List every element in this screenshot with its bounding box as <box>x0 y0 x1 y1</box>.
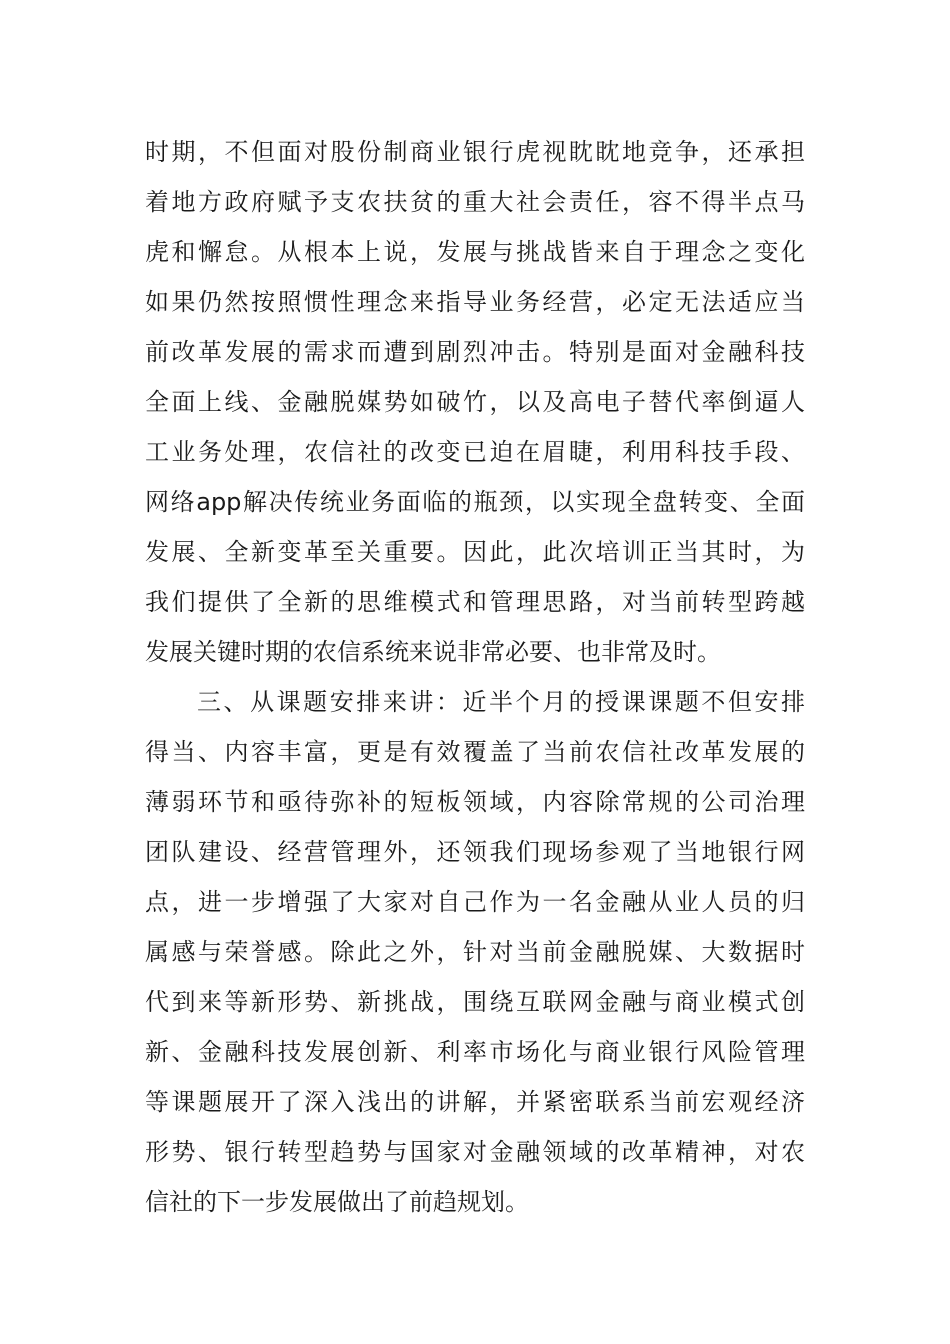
paragraph-line: 时期，不但面对股份制商业银行虎视眈眈地竞争，还承担 <box>145 138 805 166</box>
paragraph-line: 信社的下一步发展做出了前趋规划。 <box>145 1188 529 1216</box>
paragraph-line: 前改革发展的需求而遭到剧烈冲击。特别是面对金融科技 <box>145 338 805 366</box>
paragraph-line: 虎和懈怠。从根本上说，发展与挑战皆来自于理念之变化 <box>145 238 805 266</box>
paragraph-line: 等课题展开了深入浅出的讲解，并紧密联系当前宏观经济 <box>145 1088 805 1116</box>
paragraph-line: 着地方政府赋予支农扶贫的重大社会责任，容不得半点马 <box>145 188 805 216</box>
paragraph-line: 如果仍然按照惯性理念来指导业务经营，必定无法适应当 <box>145 288 805 316</box>
paragraph-line: 网络app解决传统业务面临的瓶颈，以实现全盘转变、全面 <box>145 488 805 516</box>
paragraph-line: 属感与荣誉感。除此之外，针对当前金融脱媒、大数据时 <box>145 938 805 966</box>
paragraph-line: 发展关键时期的农信系统来说非常必要、也非常及时。 <box>145 638 721 666</box>
paragraph-line: 我们提供了全新的思维模式和管理思路，对当前转型跨越 <box>145 588 805 616</box>
paragraph-line: 得当、内容丰富，更是有效覆盖了当前农信社改革发展的 <box>145 738 805 766</box>
paragraph-line: 薄弱环节和亟待弥补的短板领域，内容除常规的公司治理 <box>145 788 805 816</box>
paragraph-line: 新、金融科技发展创新、利率市场化与商业银行风险管理 <box>145 1038 805 1066</box>
paragraph-line: 点，进一步增强了大家对自己作为一名金融从业人员的归 <box>145 888 805 916</box>
paragraph-line: 三、从课题安排来讲：近半个月的授课课题不但安排 <box>197 688 805 716</box>
paragraph-line: 全面上线、金融脱媒势如破竹，以及高电子替代率倒逼人 <box>145 388 805 416</box>
paragraph-line: 工业务处理，农信社的改变已迫在眉睫，利用科技手段、 <box>145 438 805 466</box>
paragraph-line: 代到来等新形势、新挑战，围绕互联网金融与商业模式创 <box>145 988 805 1016</box>
paragraph-line: 团队建设、经营管理外，还领我们现场参观了当地银行网 <box>145 838 805 866</box>
paragraph-line: 发展、全新变革至关重要。因此，此次培训正当其时，为 <box>145 538 805 566</box>
paragraph-line: 形势、银行转型趋势与国家对金融领域的改革精神，对农 <box>145 1138 805 1166</box>
